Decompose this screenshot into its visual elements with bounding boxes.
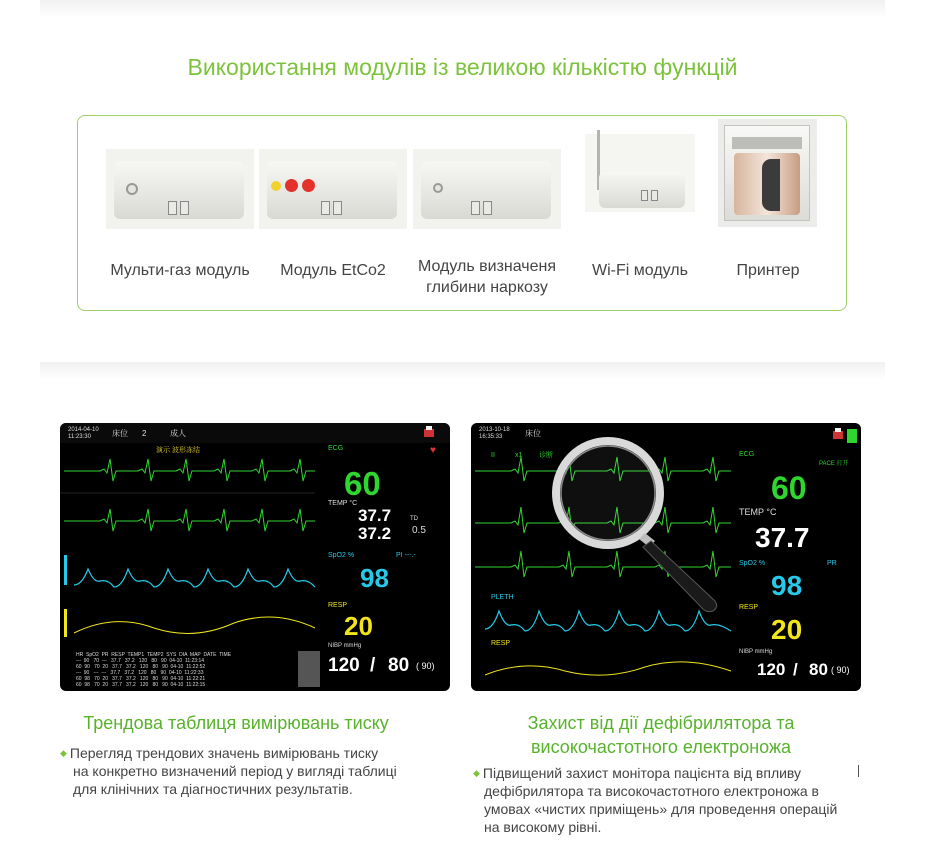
- middle-shadow: [40, 362, 885, 380]
- trend-table-row: --- 90 70 --- 37.7 37.2 120 80 90 04-10 11:23:14: [76, 658, 205, 664]
- right-hr-value: 60: [771, 470, 807, 506]
- left-screen-bed: 床位: [112, 429, 128, 438]
- right-title-line2: високочастотного електроножа: [530, 737, 791, 757]
- right-resp-wave: [485, 662, 731, 675]
- etco2-image: [259, 149, 407, 229]
- left-screen-patient: 成人: [170, 429, 186, 438]
- right-nibp-label: NIBP mmHg: [739, 649, 773, 655]
- left-spo2-value: 98: [360, 563, 389, 593]
- left-desc-line1: Перегляд трендових значень вимірювань тиску: [69, 745, 379, 761]
- module-etco2-label: Модуль EtCo2: [280, 262, 386, 279]
- right-ecg-label: ECG: [739, 451, 755, 458]
- left-td-label: TD: [410, 516, 418, 522]
- left-screen-date: 2014-04-10: [68, 427, 99, 433]
- left-ecg-label: ECG: [328, 445, 344, 452]
- left-resp-wave: [74, 617, 315, 633]
- left-spo2-wave: [74, 569, 315, 587]
- right-desc-line3: умовах «чистих приміщень» для проведення операцій: [484, 801, 838, 817]
- trend-table-row: 60 90 70 20 37.7 37.2 120 80 90 04-10 11:22:52: [76, 664, 206, 670]
- left-nibp-sys: 120: [328, 655, 360, 676]
- right-desc-line2: дефібрилятора та високочастотного електроножа в: [484, 783, 819, 799]
- right-spo2-value: 98: [771, 570, 803, 601]
- right-title-line1: Захист від дії дефібрилятора та: [527, 713, 795, 733]
- right-screen-bed: 床位: [525, 429, 541, 438]
- right-screen-time: 16:35:33: [479, 434, 503, 440]
- module-wifi-label: Wi-Fi модуль: [592, 262, 688, 279]
- trend-table-header: HR SpO2 PR RESP TEMP1 TEMP2 SYS DIA MAP DATE TIME: [76, 652, 232, 658]
- text-cursor: [858, 765, 859, 777]
- module-multigas-label: Мульти-газ модуль: [110, 262, 250, 279]
- left-ecg-wave-1: [64, 459, 315, 481]
- modules-box: [77, 115, 847, 311]
- right-resp-wave-label: RESP: [491, 640, 511, 647]
- right-spo2-label: SpO2 %: [739, 560, 766, 567]
- right-pace-label: PACE 打开: [819, 461, 849, 467]
- right-nibp-slash: /: [793, 660, 798, 679]
- left-spo2-label: SpO2 %: [328, 552, 355, 559]
- bullet-icon: ◆: [60, 748, 67, 758]
- right-ecg-wave-3: [475, 551, 731, 577]
- printer-image: [718, 119, 817, 227]
- right-desc-line1: Підвищений захист монітора пацієнта від впливу: [482, 765, 802, 781]
- left-desc-line2: на конкретно визначений період у вигляді таблиці: [73, 763, 397, 779]
- right-temp-value: 37.7: [755, 522, 810, 553]
- left-temp1-value: 37.7: [358, 506, 392, 525]
- multigas-image: [106, 149, 254, 229]
- anesthesia-label-line2: глибини наркозу: [426, 279, 548, 296]
- defibrillator-protection-monitor-screen: [471, 423, 861, 691]
- heart-icon: ♥: [430, 445, 436, 456]
- left-nibp-label: NIBP mmHg: [328, 643, 362, 649]
- right-temp-label: TEMP °C: [739, 507, 777, 517]
- left-panel-description: [60, 744, 440, 798]
- left-resp-value: 20: [344, 611, 373, 641]
- bullet-icon: ◆: [473, 768, 480, 778]
- wifi-image: [585, 134, 695, 212]
- left-resp-label: RESP: [328, 602, 348, 609]
- trend-table-row: --- 90 --- --- 37.7 37.2 120 80 90 04-10 11:22:33: [76, 670, 204, 676]
- right-resp-label: RESP: [739, 604, 759, 611]
- right-screen-date: 2013-10-18: [479, 427, 510, 433]
- right-ecg-lead: II: [491, 452, 495, 459]
- left-nibp-map: ( 90): [416, 661, 435, 671]
- left-screen-banner: 演示 波形冻结: [156, 447, 200, 454]
- left-pi-label: PI ---.-: [396, 552, 416, 559]
- right-ecg-mode: 诊断: [539, 452, 553, 459]
- anesthesia-label-line1: Модуль визначеня: [417, 258, 557, 275]
- right-pleth-label: PLETH: [491, 594, 514, 601]
- right-nibp-dia: 80: [809, 660, 828, 679]
- left-ecg-wave-2: [64, 509, 315, 531]
- magnifying-glass-icon: [556, 441, 717, 612]
- right-nibp-sys: 120: [757, 660, 786, 679]
- battery-icon: [847, 429, 857, 443]
- right-desc-line4: на високому рівні.: [484, 819, 602, 835]
- trend-table-row: 60 98 70 20 37.7 37.2 120 80 90 04-10 11:22:15: [76, 682, 206, 688]
- left-nibp-slash: /: [370, 655, 376, 676]
- left-hr-value: 60: [344, 465, 381, 502]
- left-temp-label: TEMP °C: [328, 500, 358, 507]
- trend-table-row: 60 98 70 20 37.7 37.2 120 80 90 04-10 11:22:21: [76, 676, 206, 682]
- right-panel-description: [473, 764, 873, 836]
- right-resp-value: 20: [771, 614, 803, 645]
- page-title: Використання модулів із великою кількістю функцій: [187, 54, 738, 80]
- module-printer-label: Принтер: [736, 262, 800, 279]
- left-nibp-dia: 80: [388, 655, 410, 676]
- right-pleth-wave: [485, 611, 731, 631]
- trend-table-monitor-screen: [60, 423, 450, 691]
- top-shadow: [40, 0, 885, 18]
- right-nibp-map: ( 90): [831, 665, 850, 675]
- left-screen-time: 11:23:30: [68, 434, 91, 440]
- left-desc-line3: для клінічних та діагностичних результатів.: [73, 781, 353, 797]
- right-pr-label: PR: [827, 560, 837, 567]
- right-screen-printer-icon: [833, 428, 843, 439]
- left-screen-bed-no: 2: [142, 429, 147, 438]
- anesthesia-depth-image: [413, 149, 561, 229]
- module-anesthesia-depth-label: [399, 256, 575, 298]
- left-temp2-value: 37.2: [358, 524, 392, 543]
- right-panel-title: [471, 711, 851, 759]
- left-panel-title: Трендова таблиця вимірювань тиску: [83, 713, 389, 733]
- right-ecg-gain: x1: [515, 452, 523, 459]
- left-td-value: 0.5: [412, 525, 426, 536]
